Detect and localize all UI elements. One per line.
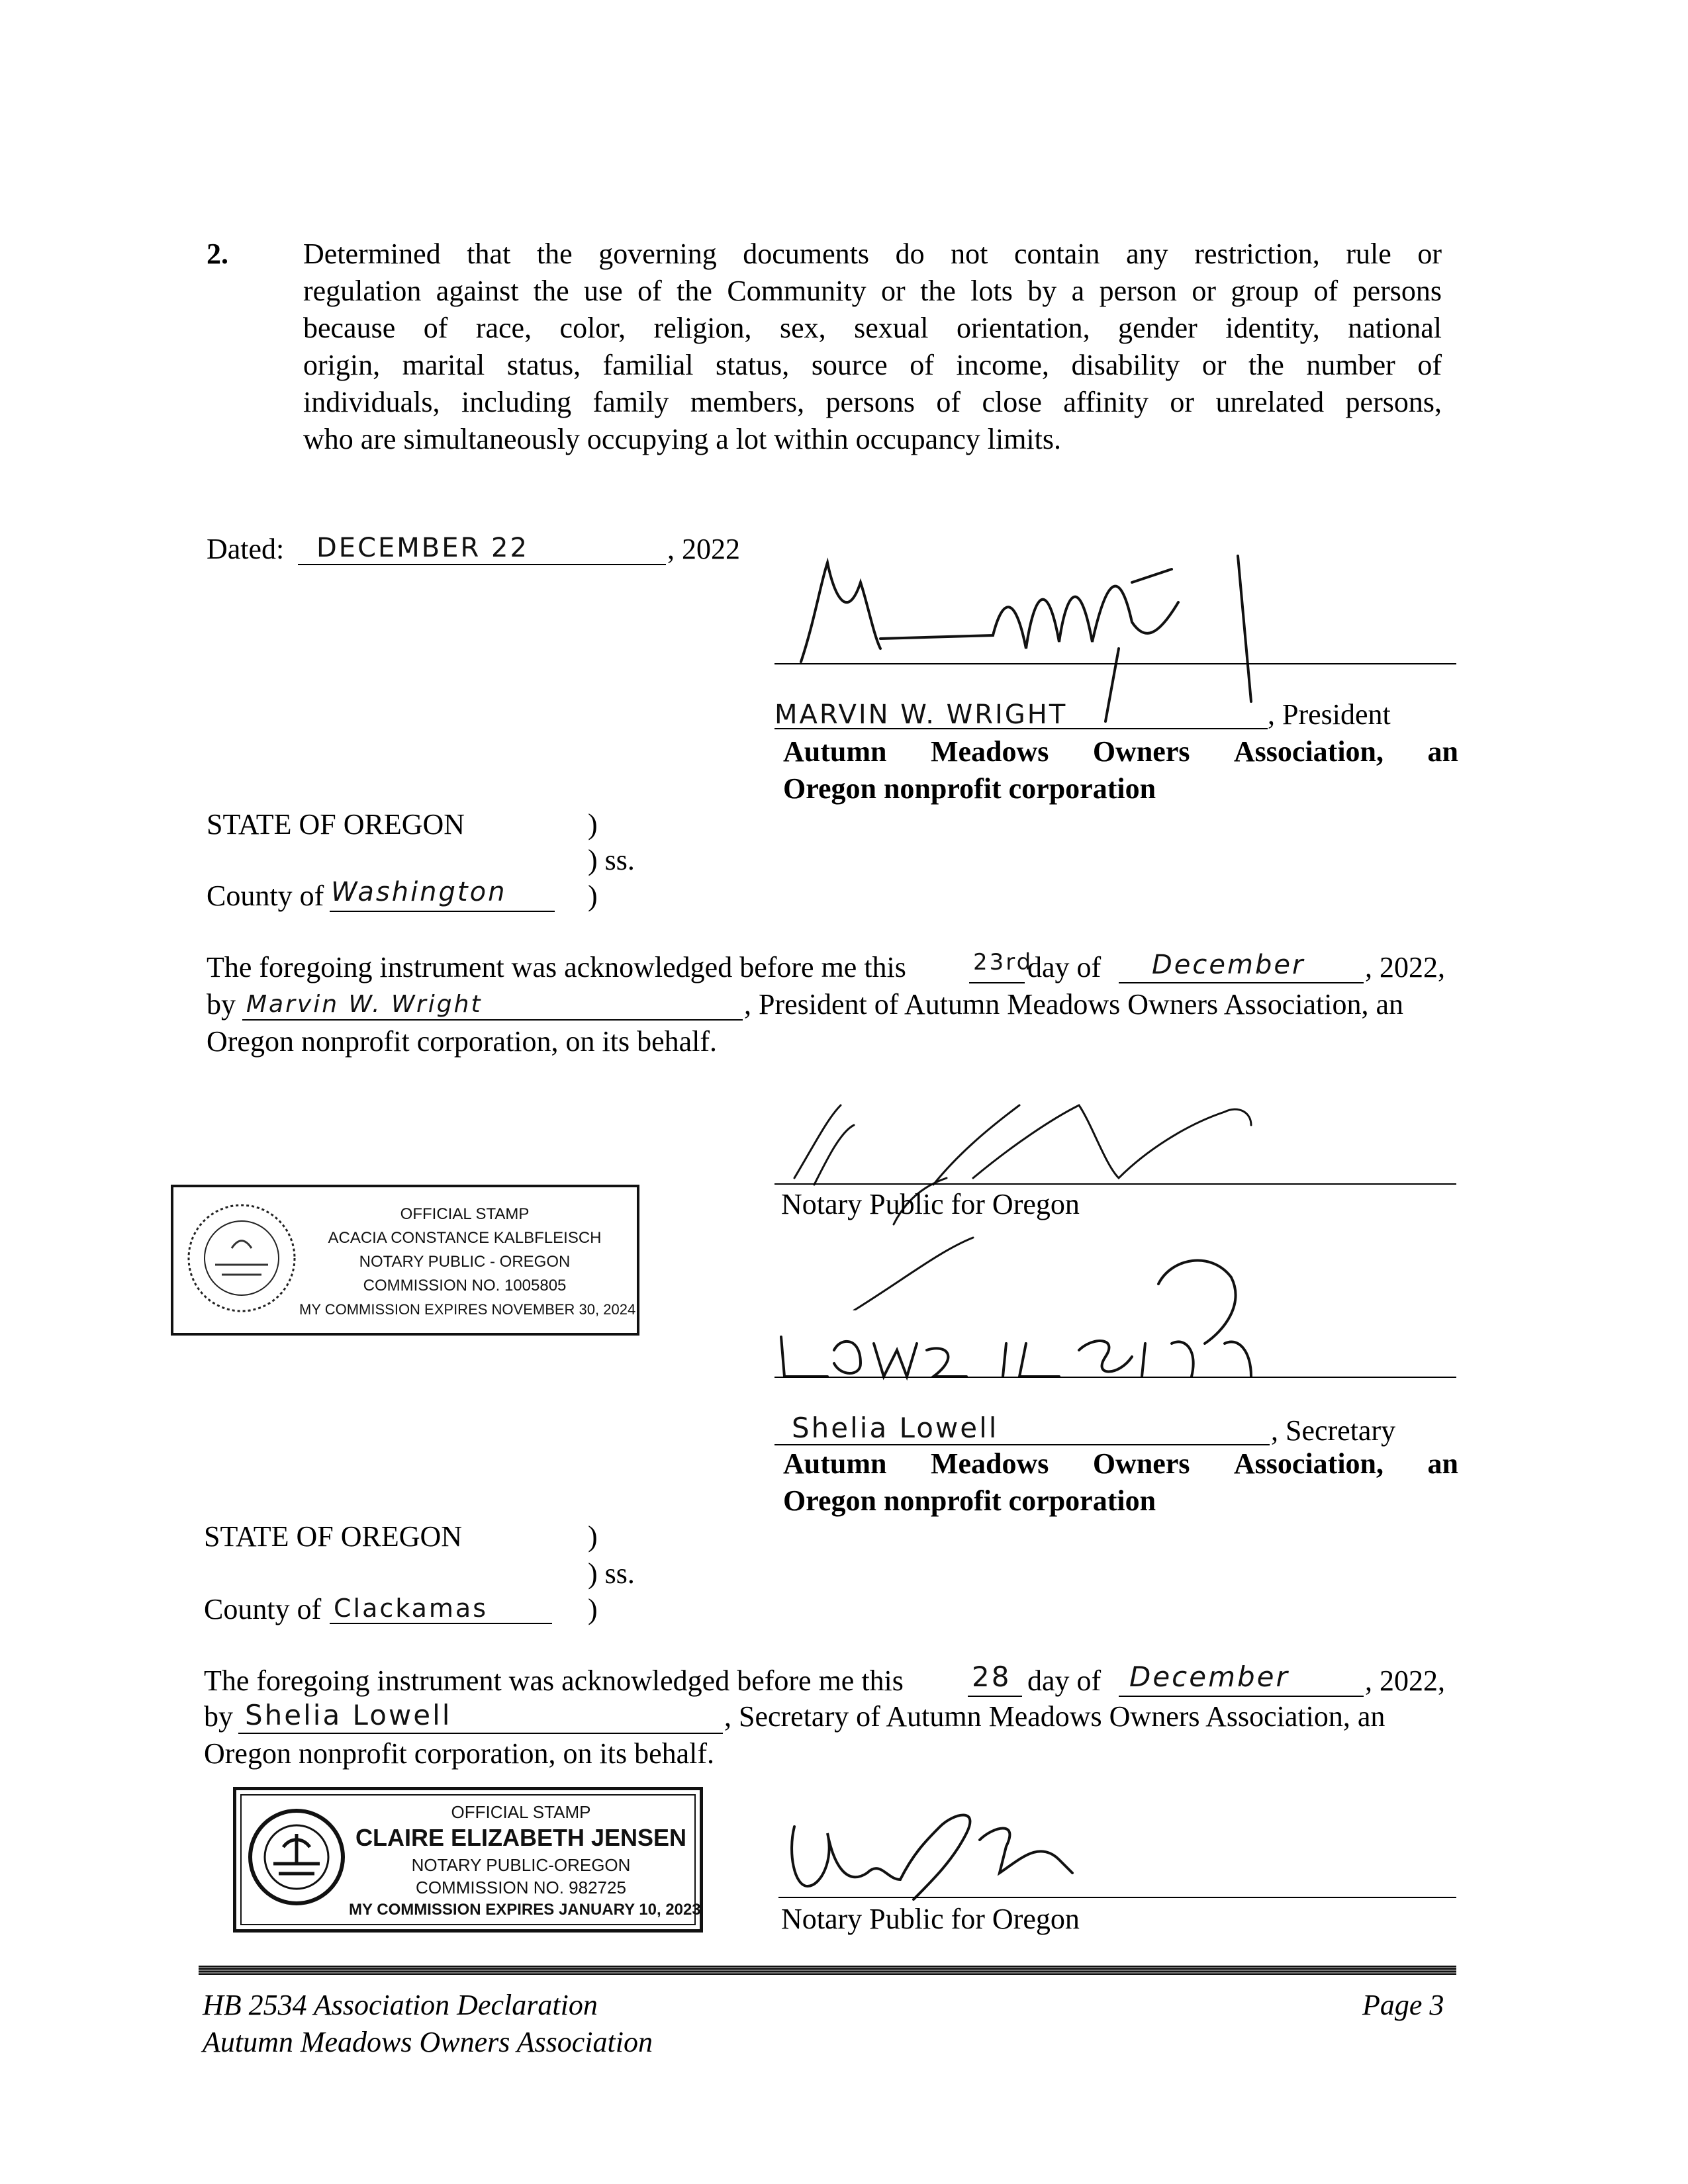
ack2-line1-a: The foregoing instrument was acknowledged before me this — [204, 1664, 904, 1697]
notary1-caption: Notary Public for Oregon — [781, 1188, 1080, 1220]
org-word: an — [1427, 1447, 1458, 1480]
ack1-line3: Oregon nonprofit corporation, on its behalf. — [207, 1025, 718, 1058]
paragraph-line: Determined that the governing documents do not contain any restriction, rule or — [303, 238, 1442, 270]
org-word: Association, — [1233, 735, 1384, 768]
venue1-paren: ) — [588, 880, 598, 912]
notary-stamp-jensen — [233, 1787, 703, 1933]
venue1-county-handwritten: Washington — [331, 877, 507, 907]
president-name-handwritten: MARVIN W. WRIGHT — [774, 700, 1068, 730]
dated-handwritten: DECEMBER 22 — [316, 533, 529, 563]
footer-page-number: Page 3 — [1362, 1989, 1444, 2021]
org-word: Meadows — [930, 1447, 1049, 1480]
stamp-line: CLAIRE ELIZABETH JENSEN — [355, 1824, 687, 1851]
president-title: , President — [1268, 698, 1391, 731]
stamp-line: MY COMMISSION EXPIRES JANUARY 10, 2023 — [349, 1901, 701, 1919]
secretary-title: , Secretary — [1271, 1414, 1396, 1447]
oregon-seal-icon — [185, 1202, 298, 1314]
org-word: Autumn — [783, 735, 887, 768]
item-number: 2. — [207, 238, 228, 270]
ack2-line2-b: , Secretary of Autumn Meadows Owners Association, an — [724, 1700, 1385, 1733]
president-name-underline — [774, 728, 1268, 729]
stamp-line: NOTARY PUBLIC - OREGON — [359, 1253, 571, 1271]
footer-document-title: HB 2534 Association Declaration — [203, 1989, 598, 2021]
venue1-ss: ) ss. — [588, 844, 635, 876]
org-word: Association, — [1233, 1447, 1384, 1480]
paragraph-line: individuals, including family members, persons of close affinity or unrelated persons, — [303, 386, 1442, 418]
ack1-month-underline — [1119, 982, 1364, 983]
notary2-signature-line — [778, 1897, 1456, 1898]
org-word: an — [1427, 735, 1458, 768]
venue1-county-underline — [330, 911, 555, 912]
org-word: Owners — [1092, 1447, 1190, 1480]
ack2-line1-b: day of — [1027, 1664, 1102, 1697]
ack2-month-handwritten: December — [1129, 1661, 1289, 1693]
ack1-line1-b: day of — [1027, 951, 1102, 983]
org-word: Meadows — [930, 735, 1049, 768]
ack2-month-underline — [1119, 1696, 1364, 1697]
ack1-month-handwritten: December — [1152, 950, 1305, 980]
ack2-name-handwritten: Shelia Lowell — [245, 1699, 452, 1731]
paragraph-line: because of race, color, religion, sex, sexual orientation, gender identity, national — [303, 312, 1442, 344]
ack1-line2-a: by — [207, 988, 236, 1021]
ack2-line1-c: , 2022, — [1365, 1664, 1445, 1697]
ack1-line1-c: , 2022, — [1365, 951, 1445, 983]
notary1-signature-line — [774, 1183, 1456, 1185]
president-signature-line — [774, 663, 1456, 664]
dated-label: Dated: — [207, 533, 285, 565]
venue2-paren: ) — [588, 1593, 598, 1625]
president-org-line1 — [783, 733, 1458, 770]
paragraph-line: origin, marital status, familial status, source of income, disability or the number of — [303, 349, 1442, 381]
paragraph-line: regulation against the use of the Community or the lots by a person or group of persons — [303, 275, 1442, 307]
ack1-line2-b: , President of Autumn Meadows Owners Association, an — [744, 988, 1403, 1021]
president-org-line2: Oregon nonprofit corporation — [783, 772, 1156, 805]
stamp-line: COMMISSION NO. 982725 — [416, 1878, 626, 1897]
secretary-org-line1 — [783, 1445, 1458, 1482]
item-paragraph — [303, 236, 1442, 458]
ack1-line1-a: The foregoing instrument was acknowledged before me this — [207, 951, 906, 983]
ack2-line2-a: by — [204, 1700, 233, 1733]
org-word: Owners — [1092, 735, 1190, 768]
secretary-signature — [774, 1244, 1317, 1390]
dated-year: , 2022 — [667, 533, 740, 565]
ack2-day-handwritten: 28 — [972, 1661, 1011, 1693]
notary2-caption: Notary Public for Oregon — [781, 1903, 1080, 1935]
venue1-state: STATE OF OREGON — [207, 808, 465, 841]
venue1-county-label: County of — [207, 880, 324, 912]
venue2-ss: ) ss. — [588, 1557, 635, 1590]
footer-rule — [199, 1966, 1456, 1975]
stamp-line: ACACIA CONSTANCE KALBFLEISCH — [328, 1229, 602, 1247]
oregon-seal-icon — [247, 1807, 346, 1907]
ack1-name-handwritten: Marvin W. Wright — [246, 991, 483, 1018]
venue2-state: STATE OF OREGON — [204, 1520, 463, 1553]
dated-underline — [298, 564, 666, 565]
secretary-signature-line — [774, 1377, 1456, 1378]
stamp-line: MY COMMISSION EXPIRES NOVEMBER 30, 2024 — [299, 1301, 636, 1318]
venue2-paren: ) — [588, 1520, 598, 1553]
venue1-paren: ) — [588, 808, 598, 841]
org-word: Autumn — [783, 1447, 887, 1480]
stamp-line: OFFICIAL STAMP — [451, 1802, 591, 1822]
secretary-name-handwritten: Shelia Lowell — [792, 1412, 999, 1444]
ack1-name-underline — [242, 1019, 743, 1021]
secretary-org-line2: Oregon nonprofit corporation — [783, 1484, 1156, 1517]
stamp-line: NOTARY PUBLIC-OREGON — [411, 1855, 631, 1875]
stamp-line: OFFICIAL STAMP — [400, 1205, 530, 1223]
venue2-county-underline — [330, 1623, 552, 1624]
ack1-day-underline — [969, 982, 1025, 983]
ack2-day-underline — [968, 1696, 1022, 1697]
ack2-line3: Oregon nonprofit corporation, on its behalf. — [204, 1737, 715, 1770]
notary2-signature — [781, 1800, 1152, 1906]
ack2-name-underline — [238, 1733, 723, 1734]
venue2-county-handwritten: Clackamas — [334, 1594, 488, 1623]
venue2-county-label: County of — [204, 1593, 322, 1625]
ack1-day-handwritten: 23rd — [973, 949, 1033, 976]
paragraph-line: who are simultaneously occupying a lot within occupancy limits. — [303, 423, 1061, 455]
notary-stamp-kalbfleisch — [171, 1185, 639, 1336]
footer-association-name: Autumn Meadows Owners Association — [203, 2026, 653, 2058]
stamp-line: COMMISSION NO. 1005805 — [363, 1277, 567, 1295]
